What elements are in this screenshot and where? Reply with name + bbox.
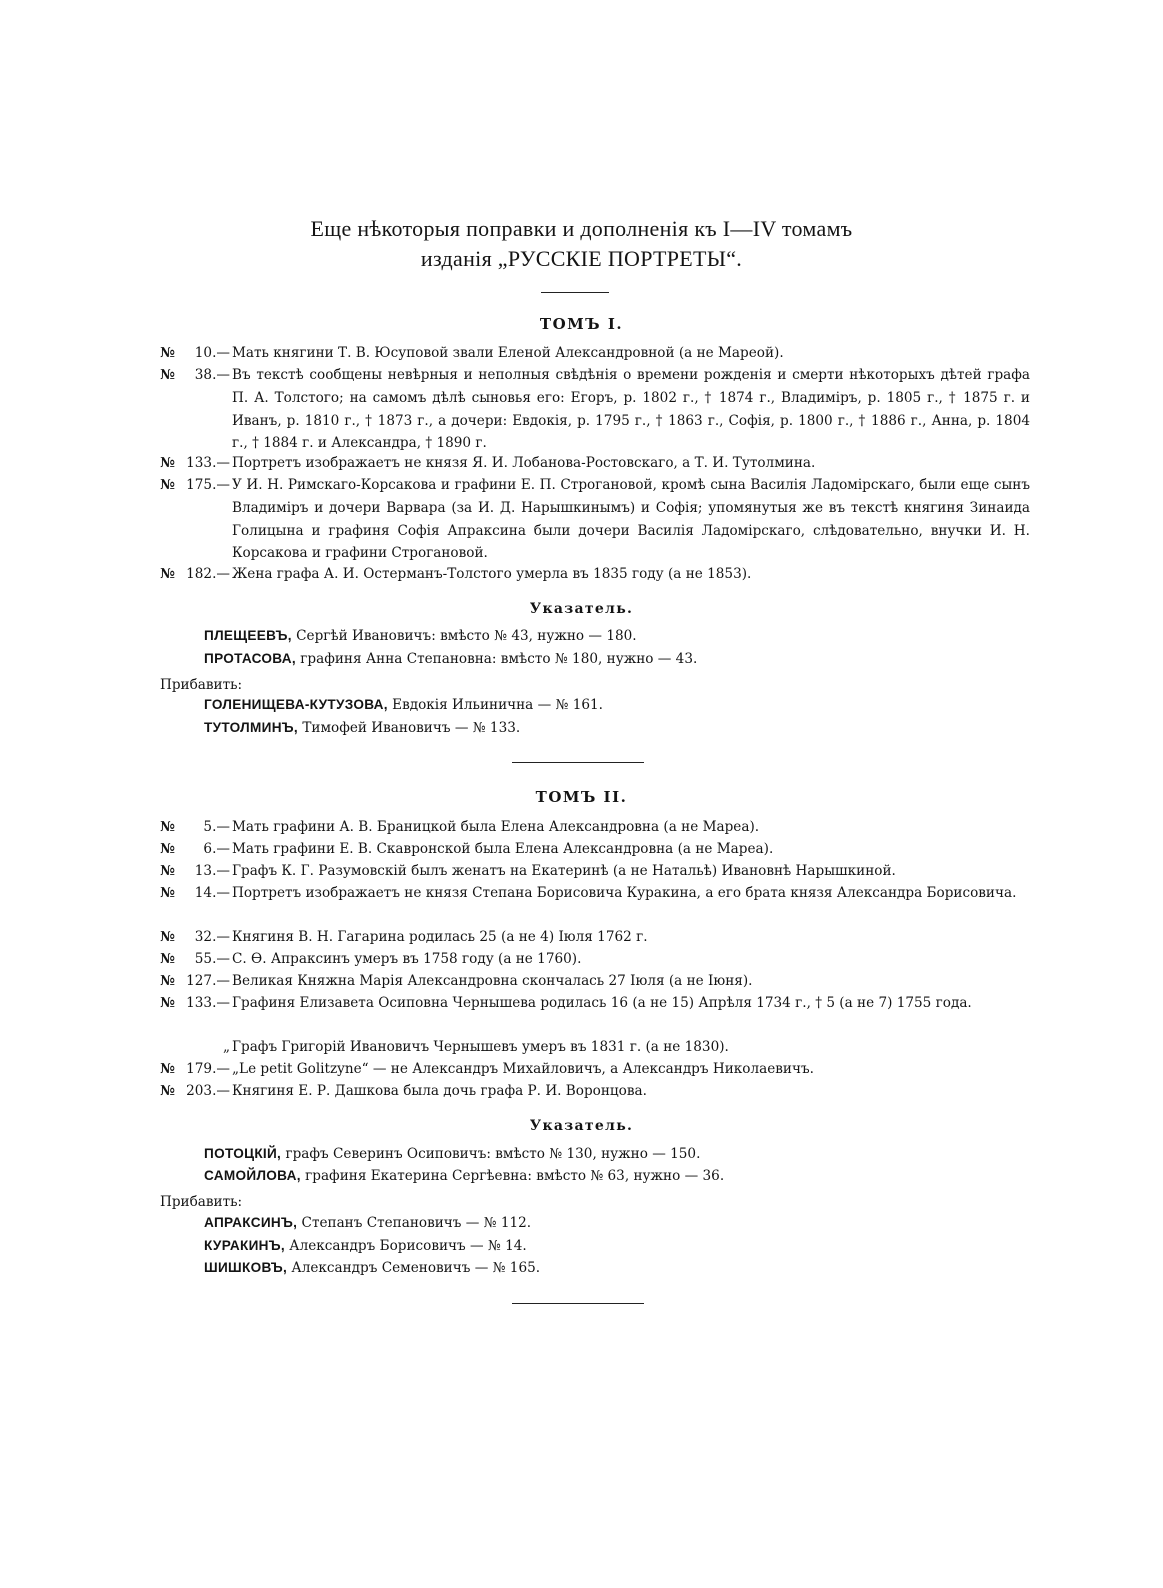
entry-text: Княгиня Е. Р. Дашкова была дочь графа Р. И. Воронцова. xyxy=(232,1083,647,1099)
index-name: ПРОТАСОВА, xyxy=(204,651,296,666)
entry-text: Княгиня В. Н. Гагарина родилась 25 (а не 4) Іюля 1762 г. xyxy=(232,929,648,945)
volume-2-entry xyxy=(160,1036,1030,1059)
index-detail: графиня Екатерина Сергѣевна: вмѣсто № 63, нужно — 36. xyxy=(300,1168,725,1184)
add-label: Прибавить: xyxy=(160,677,243,693)
volume-2-entry xyxy=(160,970,1030,993)
index-name: ТУТОЛМИНЪ, xyxy=(204,720,299,735)
add-item xyxy=(204,1238,527,1254)
index-name: КУРАКИНЪ, xyxy=(204,1238,285,1253)
entry-number: 10.— xyxy=(194,345,230,361)
entry-number-sign: № xyxy=(160,367,175,383)
index-name: ПОТОЦКІЙ, xyxy=(204,1146,282,1161)
entry-text: Въ текстѣ сообщены невѣрныя и неполныя свѣдѣнія о времени рожденія и смерти нѣкоторыхъ дѣтей графа П. А. Толстого; на самомъ дѣлѣ сыновья его: Егоръ, р. 1802 г., † 1874 г., Владиміръ, р. 1805 г., † 1875 г. и Иванъ, р. 1810 г., † 1873 г., а дочери: Евдокія, р. 1795 г., † 1863 г., Софія, р. 1800 г., † 1886 г., Анна, р. 1804 г., † 1884 г. и Александра, † 1890 г. xyxy=(232,367,1030,452)
index-detail: Александръ Борисовичъ — № 14. xyxy=(284,1238,527,1254)
volume-1-entry xyxy=(160,452,1030,475)
entry-number: 5.— xyxy=(203,819,230,835)
entry-number-sign: № xyxy=(160,973,175,989)
entry-number: 32.— xyxy=(194,929,230,945)
entry-number: 55.— xyxy=(194,951,230,967)
entry-number: 133.— xyxy=(186,455,230,471)
volume-2-entry xyxy=(160,882,1030,905)
add-label: Прибавить: xyxy=(160,1194,243,1210)
index-detail: Сергѣй Ивановичъ: вмѣсто № 43, нужно — 180. xyxy=(291,628,637,644)
volume-2-entry xyxy=(160,838,1030,861)
volume-1-index-heading: Указатель. xyxy=(529,601,634,617)
entry-number: 6.— xyxy=(203,841,230,857)
index-detail: графъ Северинъ Осиповичъ: вмѣсто № 130, нужно — 150. xyxy=(281,1146,701,1162)
volume-1-heading: ТОМЪ I. xyxy=(539,315,624,333)
entry-number-sign: № xyxy=(160,1083,175,1099)
section-rule xyxy=(512,1303,644,1304)
entry-text: Мать графини А. В. Браницкой была Елена Александровна (а не Мареа). xyxy=(232,819,760,835)
entry-number: 38.— xyxy=(194,367,230,383)
entry-number-sign: № xyxy=(160,1061,175,1077)
volume-2-entry xyxy=(160,816,1030,839)
volume-2-index-heading: Указатель. xyxy=(529,1118,634,1134)
entry-number: „ xyxy=(222,1039,230,1055)
entry-text: Мать княгини Т. В. Юсуповой звали Еленой Александровной (а не Мареой). xyxy=(232,345,784,361)
entry-number-sign: № xyxy=(160,819,175,835)
add-item xyxy=(204,697,603,713)
entry-text: Графъ К. Г. Разумовскій былъ женатъ на Екатеринѣ (а не Натальѣ) Ивановнѣ Нарышкиной. xyxy=(232,863,896,879)
entry-number-sign: № xyxy=(160,995,175,1011)
index-detail: Александръ Семеновичъ — № 165. xyxy=(287,1260,541,1276)
entry-number-sign: № xyxy=(160,841,175,857)
title-rule xyxy=(541,292,609,293)
entry-text: Портретъ изображаетъ не князя Я. И. Лобанова-Ростовскаго, а Т. И. Тутолмина. xyxy=(232,455,816,471)
entry-number-sign: № xyxy=(160,951,175,967)
section-rule xyxy=(512,762,644,763)
add-item xyxy=(204,720,520,736)
entry-number: 179.— xyxy=(186,1061,230,1077)
entry-text: Графъ Григорій Ивановичъ Чернышевъ умеръ въ 1831 г. (а не 1830). xyxy=(232,1039,729,1055)
entry-number: 13.— xyxy=(194,863,230,879)
entry-number-sign: № xyxy=(160,566,175,582)
volume-2-entry xyxy=(160,992,1030,1015)
entry-text: У И. Н. Римскаго-Корсакова и графини Е. П. Строгановой, кромѣ сына Василія Ладомірскаго, были еще сынъ Владиміръ и дочери Варвара (за И. Д. Нарышкинымъ) и Софія; упомянутыя же въ текстѣ княгиня Зинаида Голицына и графиня Софія Апраксина были дочери Василія Ладомірскаго, слѣдовательно, внучки И. Н. Корсакова и графини Строгановой. xyxy=(232,477,1030,562)
index-detail: графиня Анна Степановна: вмѣсто № 180, нужно — 43. xyxy=(295,651,698,667)
volume-1-entry xyxy=(160,474,1030,565)
entry-number-sign: № xyxy=(160,885,175,901)
volume-2-entry xyxy=(160,860,1030,883)
index-item xyxy=(204,651,697,667)
volume-2-entry xyxy=(160,1080,1030,1103)
entry-text: Жена графа А. И. Остерманъ-Толстого умерла въ 1835 году (а не 1853). xyxy=(232,566,752,582)
volume-1-entry xyxy=(160,563,1030,586)
entry-number: 203.— xyxy=(186,1083,230,1099)
entry-number: 133.— xyxy=(186,995,230,1011)
entry-number: 14.— xyxy=(194,885,230,901)
entry-text: Графиня Елизавета Осиповна Чернышева родилась 16 (а не 15) Апрѣля 1734 г., † 5 (а не 7) 1755 года. xyxy=(232,995,972,1011)
entry-number: 182.— xyxy=(186,566,230,582)
entry-number-sign: № xyxy=(160,455,175,471)
index-item xyxy=(204,628,637,644)
entry-text: С. Ѳ. Апраксинъ умеръ въ 1758 году (а не 1760). xyxy=(232,951,582,967)
index-name: ПЛЕЩЕЕВЪ, xyxy=(204,628,292,643)
document-title-line-1: Еще нѣкоторыя поправки и дополненія къ I—IV томамъ xyxy=(310,216,853,241)
volume-1-entry xyxy=(160,364,1030,455)
volume-2-entry xyxy=(160,926,1030,949)
index-item xyxy=(204,1168,724,1184)
volume-2-entry xyxy=(160,1058,1030,1081)
index-detail: Тимофей Ивановичъ — № 133. xyxy=(298,720,521,736)
add-item xyxy=(204,1260,540,1276)
entry-text: „Le petit Golitzyne“ — не Александръ Михайловичъ, а Александръ Николаевичъ. xyxy=(232,1061,814,1077)
add-item xyxy=(204,1215,531,1231)
volume-2-heading: ТОМЪ II. xyxy=(535,788,628,806)
index-name: ГОЛЕНИЩЕВА-КУТУЗОВА, xyxy=(204,697,388,712)
entry-number-sign: № xyxy=(160,929,175,945)
volume-2-entry xyxy=(160,948,1030,971)
entry-text: Портретъ изображаетъ не князя Степана Борисовича Куракина, а его брата князя Александра Борисовича. xyxy=(232,885,1017,901)
index-item xyxy=(204,1146,700,1162)
entry-text: Мать графини Е. В. Скавронской была Елена Александровна (а не Мареа). xyxy=(232,841,774,857)
index-name: САМОЙЛОВА, xyxy=(204,1168,301,1183)
document-title-line-2: изданія „РУССКІЕ ПОРТРЕТЫ“. xyxy=(420,246,743,271)
entry-number-sign: № xyxy=(160,863,175,879)
index-name: ШИШКОВЪ, xyxy=(204,1260,288,1275)
entry-text: Великая Княжна Марія Александровна скончалась 27 Іюля (а не Іюня). xyxy=(232,973,753,989)
entry-number: 127.— xyxy=(186,973,230,989)
index-detail: Евдокія Ильинична — № 161. xyxy=(387,697,603,713)
index-name: АПРАКСИНЪ, xyxy=(204,1215,298,1230)
index-detail: Степанъ Степановичъ — № 112. xyxy=(297,1215,532,1231)
entry-number: 175.— xyxy=(186,477,230,493)
volume-1-entry xyxy=(160,342,1030,365)
entry-number-sign: № xyxy=(160,477,175,493)
entry-number-sign: № xyxy=(160,345,175,361)
